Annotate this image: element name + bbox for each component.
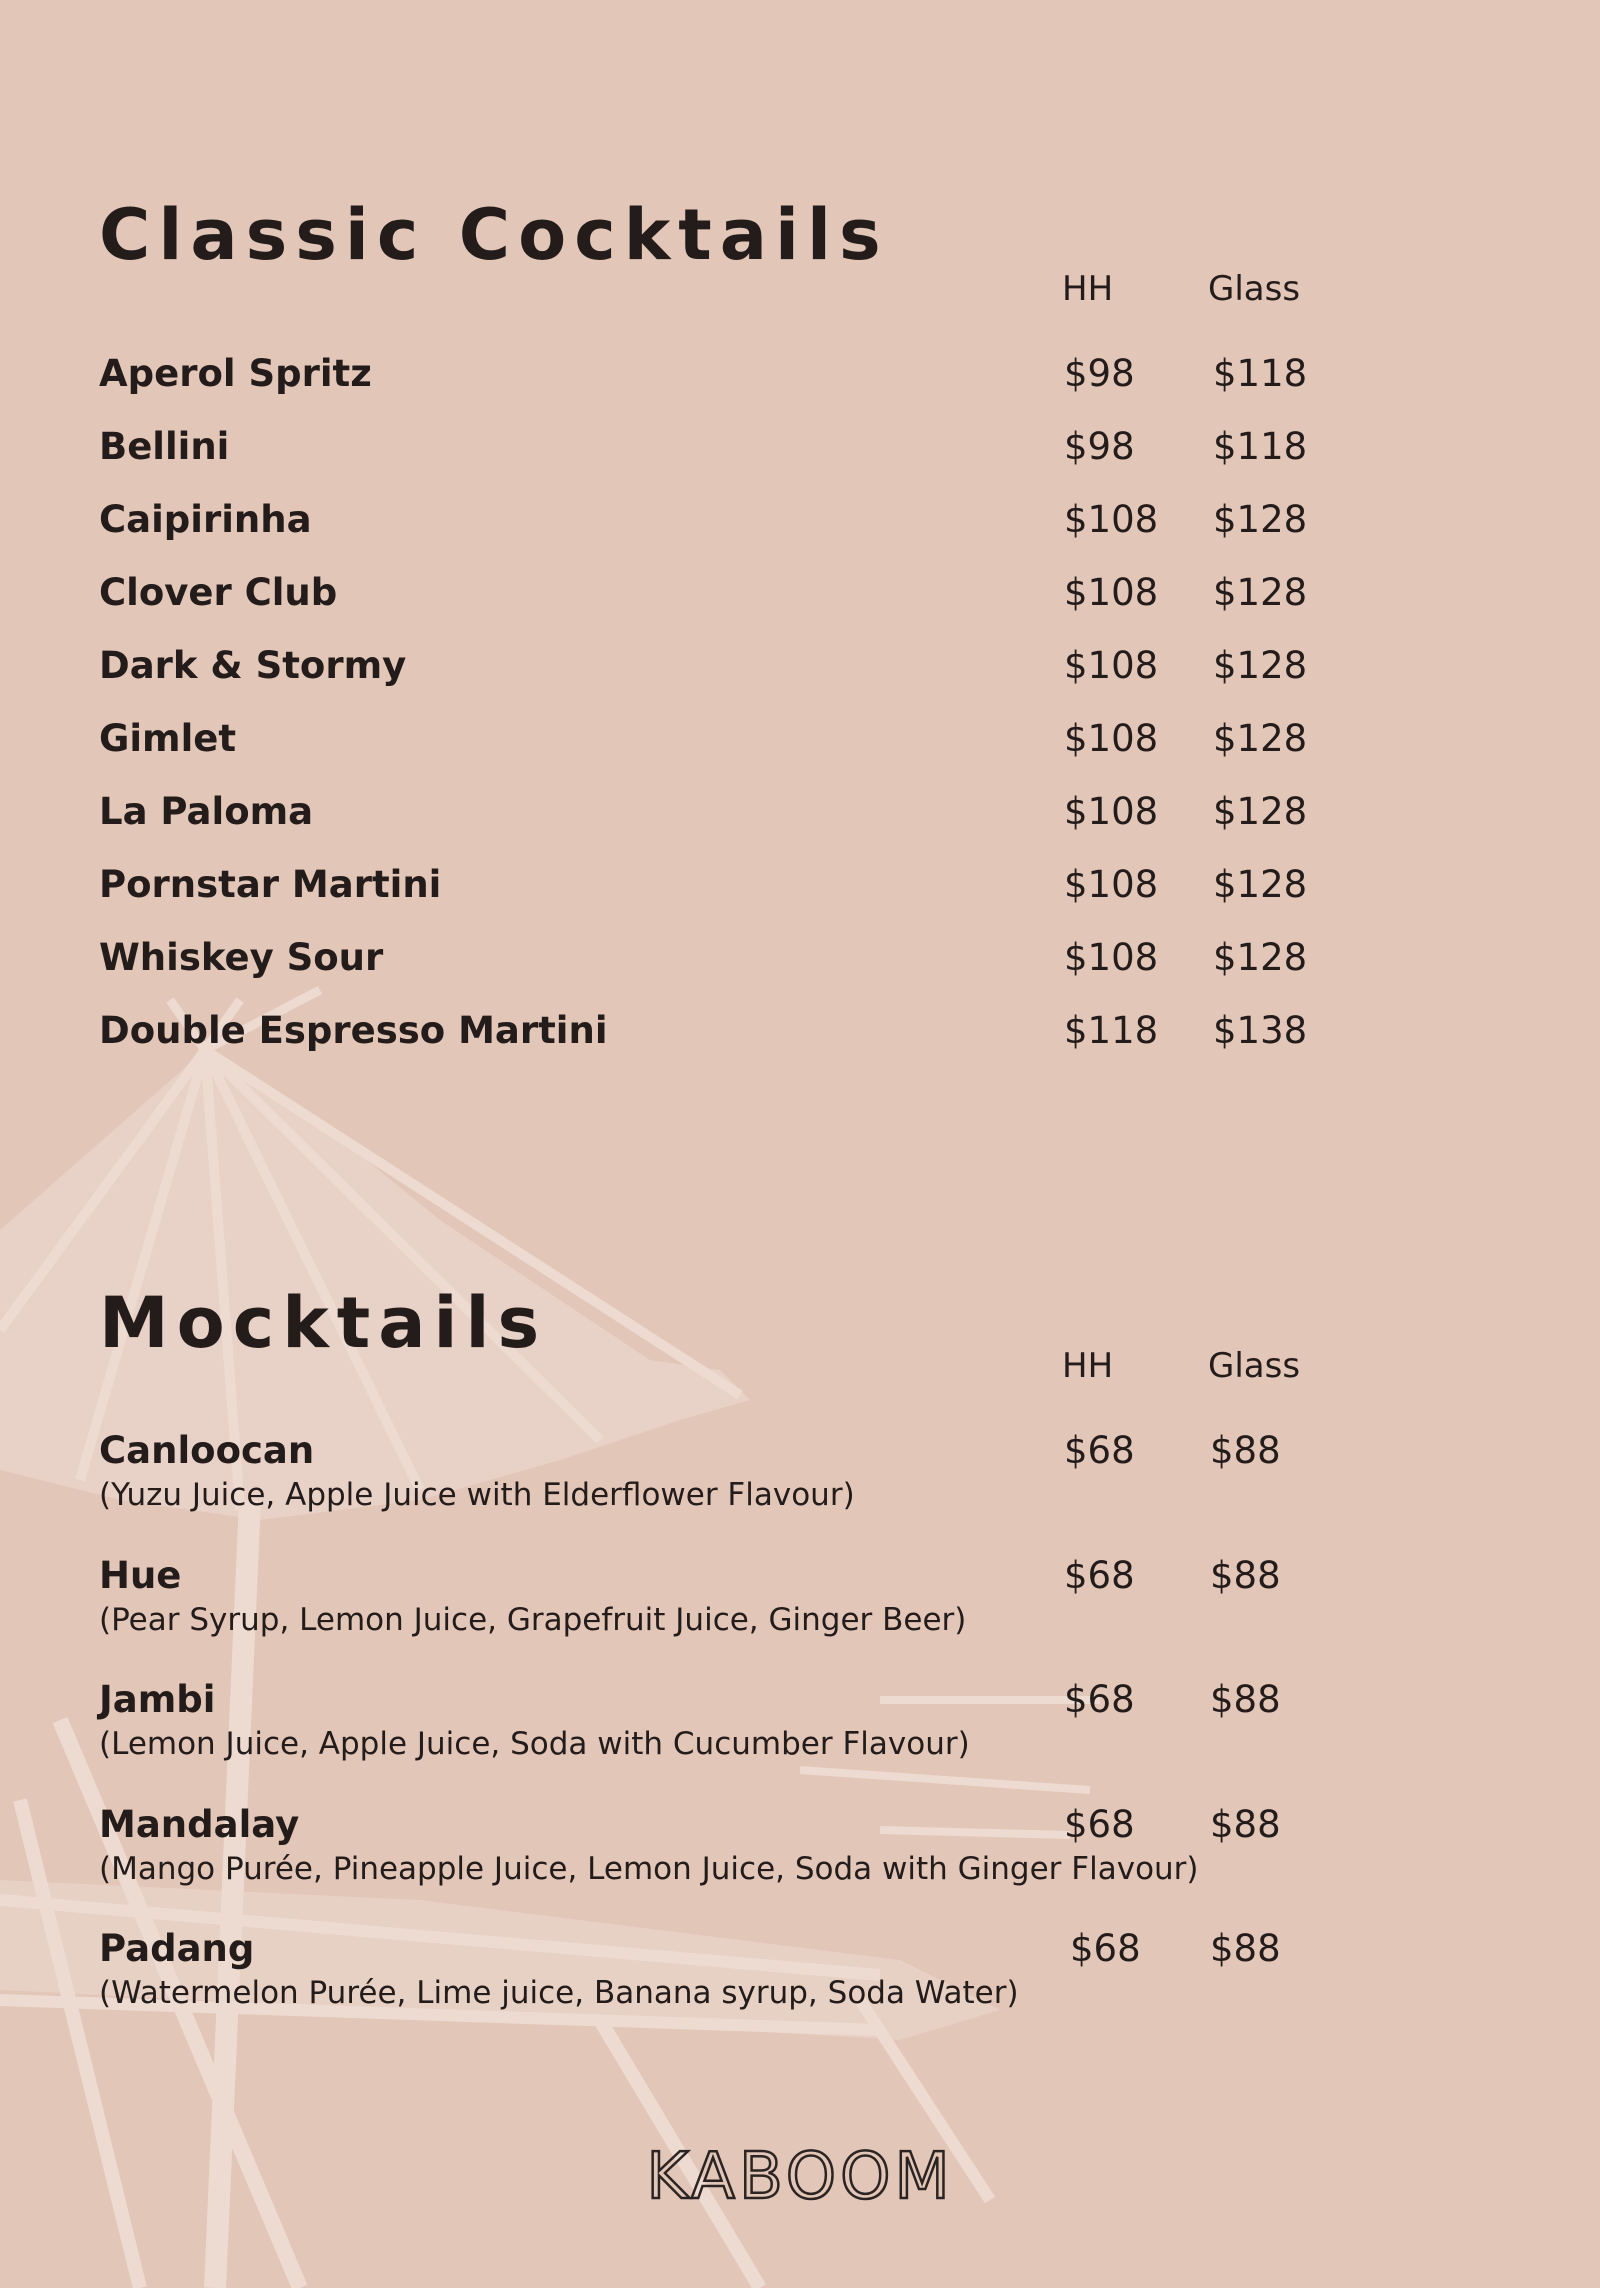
item-hh-price: $68: [1064, 1803, 1135, 1846]
item-hh-price: $108: [1064, 717, 1159, 760]
item-hh-price: $68: [1070, 1927, 1141, 1970]
item-glass-price: $118: [1213, 425, 1308, 468]
item-glass-price: $128: [1213, 571, 1308, 614]
item-name: Gimlet: [99, 717, 237, 760]
item-name: Canloocan: [99, 1429, 315, 1472]
item-name: Bellini: [99, 425, 230, 468]
item-hh-price: $98: [1064, 425, 1135, 468]
item-name: Caipirinha: [99, 498, 312, 541]
item-hh-price: $68: [1064, 1554, 1135, 1597]
item-glass-price: $128: [1213, 717, 1308, 760]
item-hh-price: $108: [1064, 498, 1159, 541]
item-hh-price: $108: [1064, 644, 1159, 687]
item-name: Aperol Spritz: [99, 352, 372, 395]
kaboom-logo-text: KABOOM: [646, 2140, 954, 2214]
item-hh-price: $98: [1064, 352, 1135, 395]
item-name: Whiskey Sour: [99, 936, 384, 979]
mocktails-glass-header: Glass: [1208, 1346, 1301, 1386]
item-name: Jambi: [99, 1678, 216, 1721]
mocktails-title: Mocktails: [99, 1282, 548, 1364]
item-glass-price: $128: [1213, 644, 1308, 687]
item-hh-price: $108: [1064, 863, 1159, 906]
item-name: Hue: [99, 1554, 182, 1597]
item-name: Dark & Stormy: [99, 644, 407, 687]
item-glass-price: $88: [1210, 1554, 1281, 1597]
classic-hh-header: HH: [1062, 269, 1114, 309]
item-glass-price: $128: [1213, 498, 1308, 541]
item-name: Pornstar Martini: [99, 863, 442, 906]
item-glass-price: $128: [1213, 863, 1308, 906]
item-glass-price: $128: [1213, 936, 1308, 979]
item-hh-price: $108: [1064, 936, 1159, 979]
item-hh-price: $118: [1064, 1009, 1159, 1052]
item-hh-price: $108: [1064, 790, 1159, 833]
item-description: (Mango Purée, Pineapple Juice, Lemon Juice, Soda with Ginger Flavour): [99, 1851, 1199, 1887]
item-glass-price: $88: [1210, 1927, 1281, 1970]
item-glass-price: $138: [1213, 1009, 1308, 1052]
item-hh-price: $68: [1064, 1429, 1135, 1472]
item-glass-price: $88: [1210, 1429, 1281, 1472]
item-glass-price: $128: [1213, 790, 1308, 833]
classic-cocktails-title: Classic Cocktails: [99, 194, 889, 276]
item-description: (Yuzu Juice, Apple Juice with Elderflower Flavour): [99, 1477, 855, 1513]
brand-logo: [0, 2140, 1600, 2214]
item-description: (Pear Syrup, Lemon Juice, Grapefruit Juice, Ginger Beer): [99, 1602, 967, 1638]
item-description: (Watermelon Purée, Lime juice, Banana syrup, Soda Water): [99, 1975, 1019, 2011]
classic-glass-header: Glass: [1208, 269, 1301, 309]
item-description: (Lemon Juice, Apple Juice, Soda with Cucumber Flavour): [99, 1726, 970, 1762]
mocktails-hh-header: HH: [1062, 1346, 1114, 1386]
item-hh-price: $108: [1064, 571, 1159, 614]
item-name: Padang: [99, 1927, 255, 1970]
item-name: Double Espresso Martini: [99, 1009, 608, 1052]
item-name: La Paloma: [99, 790, 314, 833]
item-hh-price: $68: [1064, 1678, 1135, 1721]
item-glass-price: $88: [1210, 1803, 1281, 1846]
item-name: Mandalay: [99, 1803, 300, 1846]
item-glass-price: $88: [1210, 1678, 1281, 1721]
item-name: Clover Club: [99, 571, 338, 614]
item-glass-price: $118: [1213, 352, 1308, 395]
